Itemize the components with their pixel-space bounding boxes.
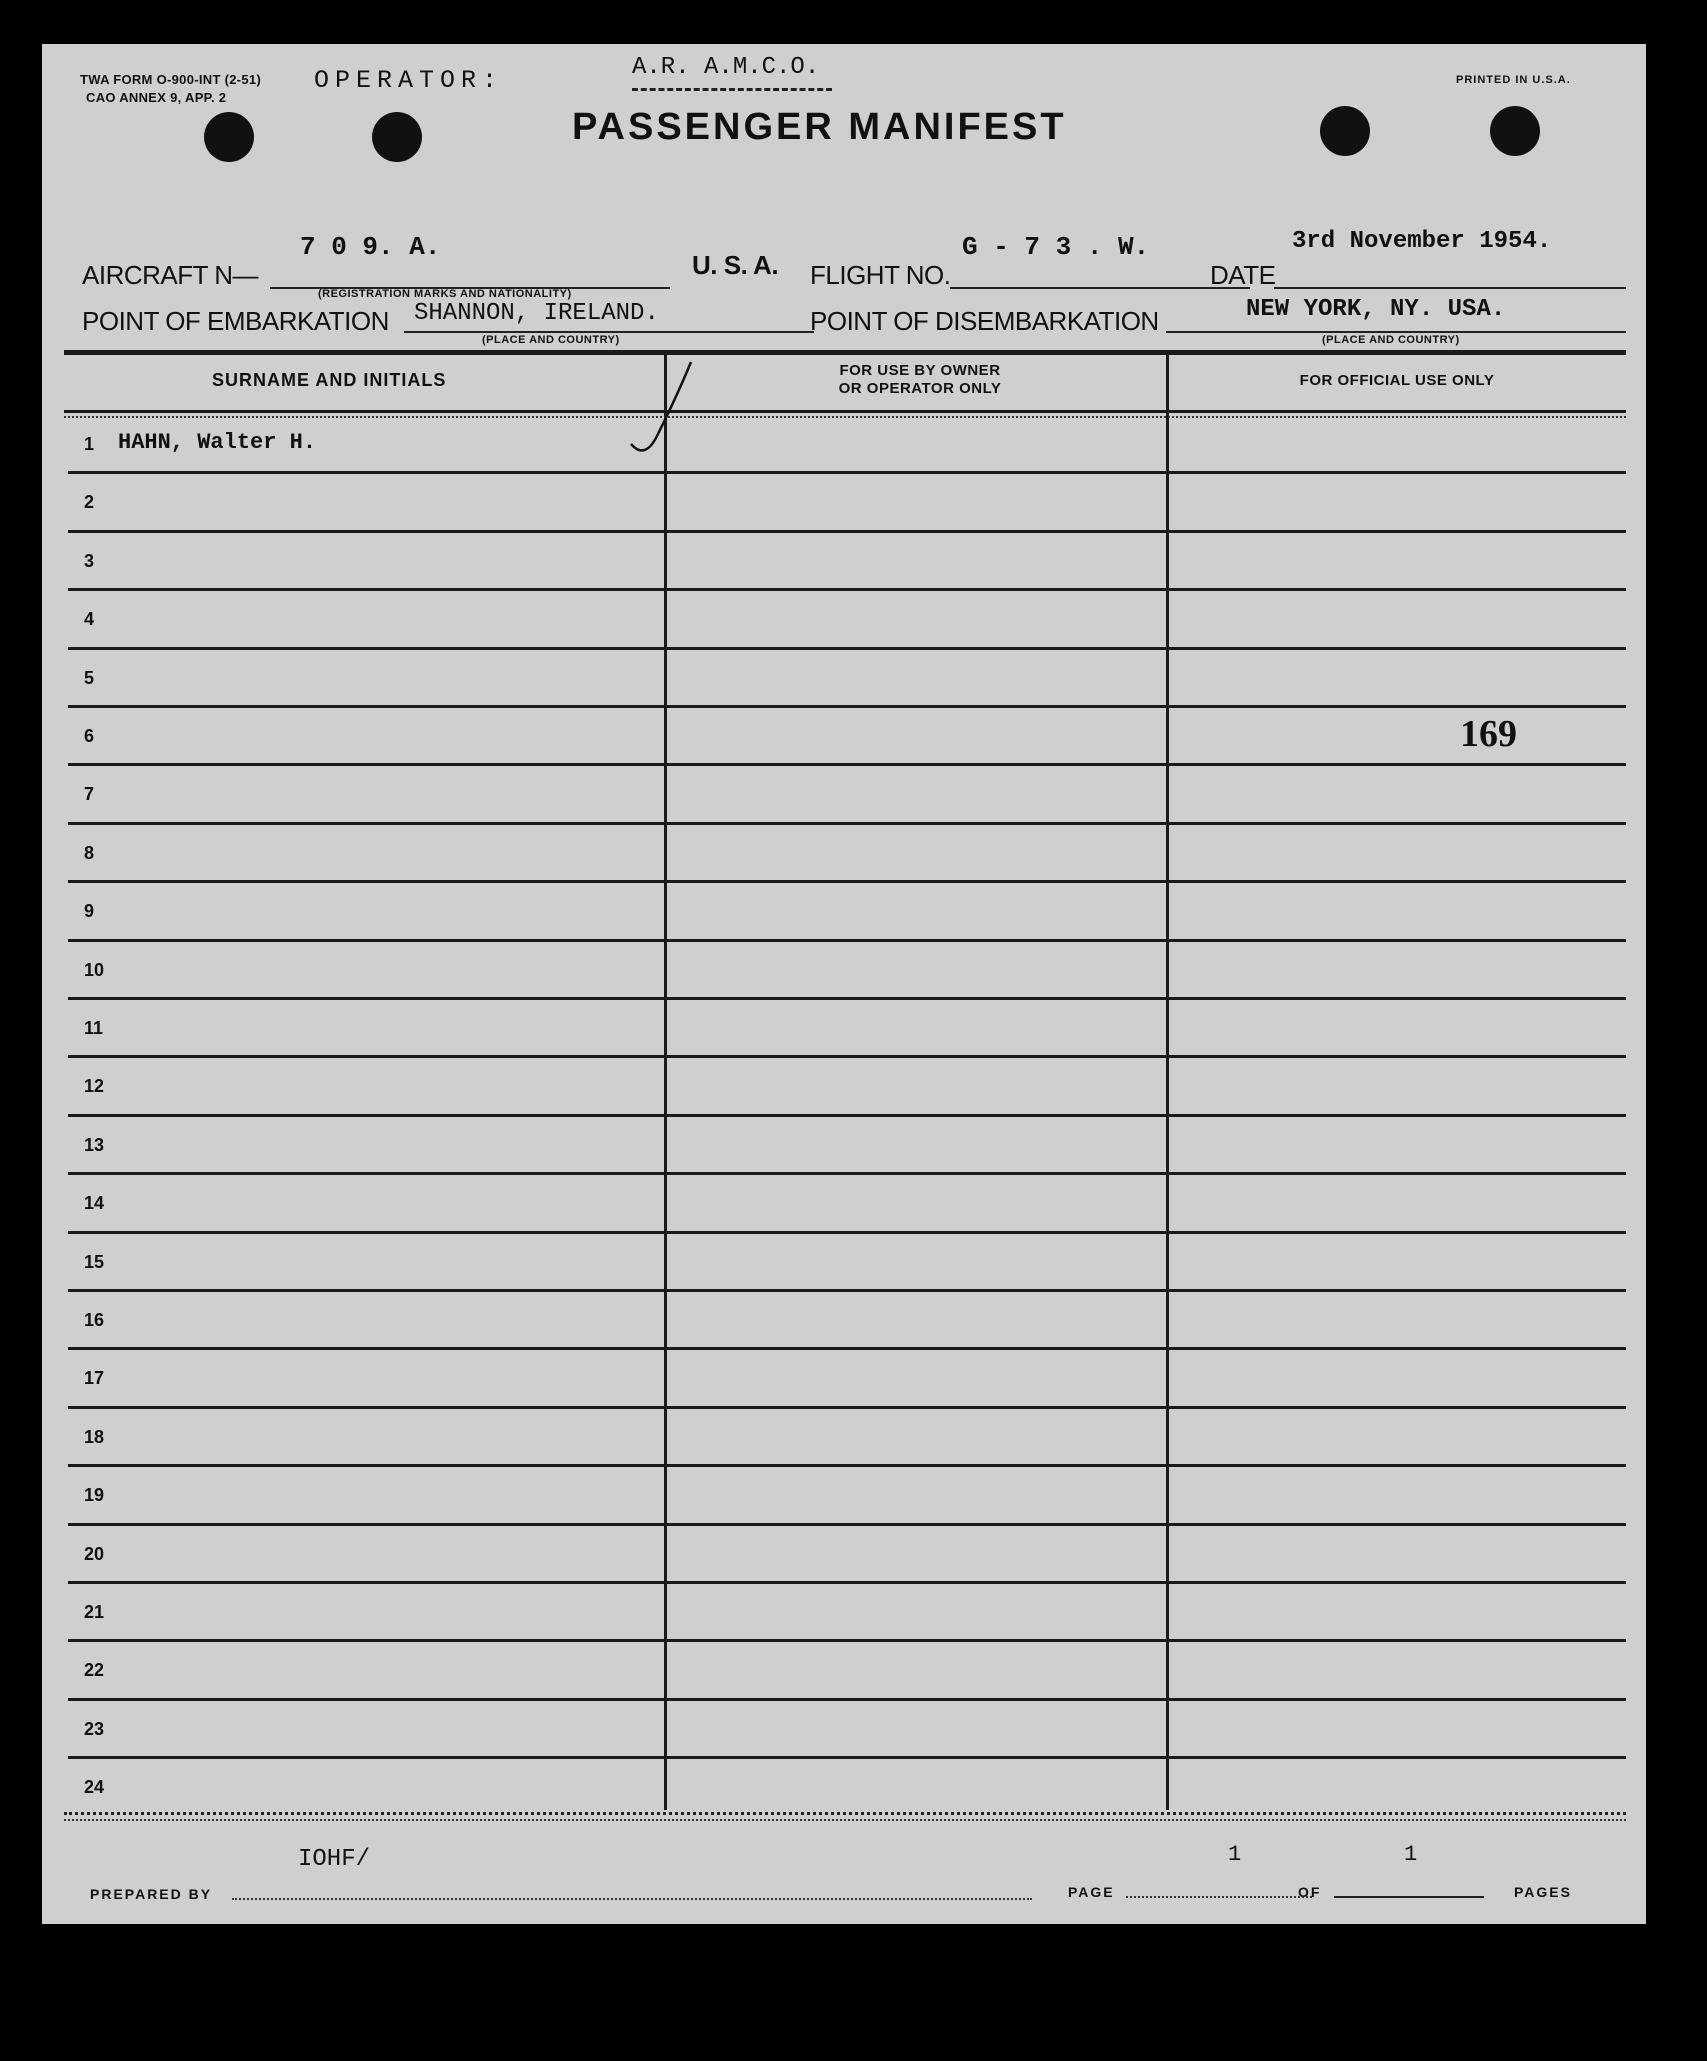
row-number: 24 [84,1777,105,1798]
row-rule [68,1289,1626,1292]
embark-underline [404,331,814,333]
registration-caption: (REGISTRATION MARKS AND NATIONALITY) [318,288,572,300]
disembark-underline [1166,331,1626,333]
row-rule [68,1639,1626,1642]
operator-underline [632,88,832,91]
table-bottom-rule [64,1812,1626,1815]
row-rule [68,939,1626,942]
row-number: 20 [84,1543,105,1564]
punch-hole-2 [372,112,422,162]
row-rule [68,471,1626,474]
row-rule [68,530,1626,533]
row-rule [68,705,1626,708]
row-number: 9 [84,901,95,922]
page-title: PASSENGER MANIFEST [572,106,1067,148]
embark-value: SHANNON, IRELAND. [414,300,659,327]
row-number: 3 [84,550,95,571]
row-rule [68,997,1626,1000]
row-number: 10 [84,959,105,980]
row-number: 23 [84,1718,105,1739]
passenger-name: HAHN, Walter H. [118,430,317,455]
col-owner [770,362,1070,398]
row-number: 4 [84,609,95,630]
row-number: 16 [84,1310,105,1330]
row-number: 14 [84,1193,105,1214]
row-number: 12 [84,1076,105,1097]
usa-label: U. S. A. [692,250,779,280]
disembark-value: NEW YORK, NY. USA. [1246,296,1506,323]
operator-label: OPERATOR: [314,66,504,95]
check-mark-icon [627,356,707,466]
row-number: 11 [84,1018,104,1038]
page-value: 1 [1228,1842,1242,1867]
embark-caption: (PLACE AND COUNTRY) [482,334,620,346]
flight-label: FLIGHT NO. [810,260,951,290]
annex-ref: CAO ANNEX 9, APP. 2 [86,90,227,105]
row-number: 6 [84,726,95,746]
row-rule [68,763,1626,766]
flight-value: G - 7 3 . W. [962,232,1150,262]
pages-label: PAGES [1514,1884,1572,1900]
row-rule [68,1756,1626,1759]
disembark-label: POINT OF DISEMBARKATION [810,306,1159,336]
punch-hole-4 [1490,106,1540,156]
date-value: 3rd November 1954. [1292,228,1552,255]
prepared-label: PREPARED BY [90,1886,213,1902]
col-surname: SURNAME AND INITIALS [212,370,447,390]
row-number: 13 [84,1134,105,1155]
printed-in: PRINTED IN U.S.A. [1456,74,1571,86]
row-number: 8 [84,842,95,863]
disembark-caption: (PLACE AND COUNTRY) [1322,334,1460,346]
row-rule [68,1114,1626,1117]
row-rule [68,1172,1626,1175]
prepared-value: IOHF/ [298,1846,371,1873]
row-rule [68,1698,1626,1701]
row-number: 2 [84,492,95,513]
flight-underline [950,287,1250,289]
row-rule [68,1523,1626,1526]
of-value: 1 [1404,1842,1418,1867]
page-line [1126,1896,1312,1898]
row-number: 15 [84,1251,105,1272]
row-rule [68,1464,1626,1467]
row-number: 1 [84,434,95,454]
column-divider-1 [664,354,667,1810]
aircraft-label: AIRCRAFT N— [82,260,259,290]
row-number: 21 [84,1602,105,1622]
prepared-line [232,1898,1032,1900]
row-rule [68,1347,1626,1350]
date-label: DATE [1210,260,1276,290]
col-official: FOR OFFICIAL USE ONLY [1299,372,1495,389]
row-rule [68,1055,1626,1058]
row-number: 22 [84,1660,105,1681]
header-rule-dotted [64,416,1626,418]
row-rule [68,1581,1626,1584]
row-rule [68,1231,1626,1234]
row-rule [68,647,1626,650]
row-rule [68,822,1626,825]
official-entry: 169 [1460,713,1517,755]
row-number: 18 [84,1426,105,1447]
row-number: 19 [84,1485,105,1506]
col-owner-line2: OR OPERATOR ONLY [838,380,1002,397]
date-underline [1274,287,1626,289]
row-number: 7 [84,784,95,805]
table-bottom-rule-2 [64,1819,1626,1821]
table-top-rule [64,350,1626,355]
row-rule [68,880,1626,883]
manifest-page [42,44,1646,1924]
col-owner-line1: FOR USE BY OWNER [839,362,1001,379]
row-number: 5 [84,667,95,688]
punch-hole-3 [1320,106,1370,156]
row-number: 17 [84,1368,105,1389]
page-label: PAGE [1068,1884,1115,1900]
row-rule [68,1406,1626,1409]
punch-hole-1 [204,112,254,162]
column-divider-2 [1166,354,1169,1810]
operator-value: A.R. A.M.C.O. [632,54,820,81]
aircraft-value: 7 0 9. A. [300,232,441,262]
of-label: OF [1298,1884,1322,1900]
form-id: TWA FORM O-900-INT (2-51) [80,72,262,87]
of-line [1334,1896,1484,1898]
row-rule [68,588,1626,591]
header-rule [64,410,1626,413]
embark-label: POINT OF EMBARKATION [82,306,389,336]
